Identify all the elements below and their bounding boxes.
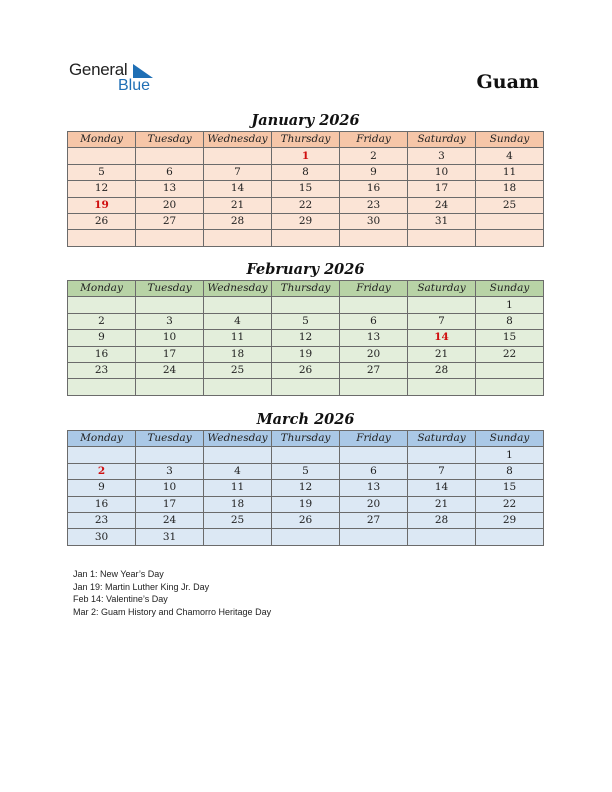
weekday-header: Tuesday	[136, 132, 204, 148]
day-cell: 20	[340, 346, 408, 362]
day-cell: 5	[272, 463, 340, 479]
month-title: February 2026	[246, 261, 365, 278]
day-cell: 31	[136, 529, 204, 545]
day-cell: 25	[204, 512, 272, 528]
day-cell: 21	[204, 197, 272, 213]
day-cell	[204, 529, 272, 545]
week-row	[68, 463, 544, 479]
day-cell: 11	[204, 480, 272, 496]
day-cell	[408, 529, 476, 545]
day-cell: 27	[340, 512, 408, 528]
day-cell: 26	[272, 362, 340, 378]
weekday-header: Saturday	[408, 132, 476, 148]
day-cell	[68, 148, 136, 164]
day-cell	[204, 379, 272, 395]
week-row	[68, 148, 544, 164]
holiday-notes	[73, 568, 271, 619]
day-cell: 26	[272, 512, 340, 528]
day-cell	[408, 230, 476, 246]
calendar-body	[68, 297, 544, 395]
week-row	[68, 297, 544, 313]
day-cell	[340, 297, 408, 313]
day-cell: 17	[136, 496, 204, 512]
weekday-header: Sunday	[476, 431, 544, 447]
day-cell	[408, 297, 476, 313]
day-cell: 22	[476, 496, 544, 512]
day-cell: 19	[272, 346, 340, 362]
weekday-header: Saturday	[408, 431, 476, 447]
weekday-header: Wednesday	[204, 431, 272, 447]
day-cell: 24	[408, 197, 476, 213]
day-cell: 14	[408, 480, 476, 496]
weekday-header: Monday	[68, 431, 136, 447]
day-cell	[340, 447, 408, 463]
day-cell: 25	[204, 362, 272, 378]
day-cell	[476, 379, 544, 395]
day-cell: 23	[340, 197, 408, 213]
day-cell: 21	[408, 346, 476, 362]
weekday-header-row	[68, 281, 544, 297]
day-cell: 27	[340, 362, 408, 378]
day-cell: 16	[68, 496, 136, 512]
day-cell: 23	[68, 362, 136, 378]
weekday-header: Tuesday	[136, 281, 204, 297]
day-cell: 6	[136, 164, 204, 180]
day-cell	[68, 230, 136, 246]
day-cell: 2	[68, 463, 136, 479]
day-cell	[340, 529, 408, 545]
day-cell: 29	[476, 512, 544, 528]
day-cell: 19	[272, 496, 340, 512]
week-row	[68, 362, 544, 378]
day-cell: 22	[476, 346, 544, 362]
day-cell	[68, 447, 136, 463]
day-cell: 7	[204, 164, 272, 180]
day-cell: 11	[204, 330, 272, 346]
day-cell: 24	[136, 362, 204, 378]
week-row	[68, 313, 544, 329]
week-row	[68, 496, 544, 512]
weekday-header: Tuesday	[136, 431, 204, 447]
week-row	[68, 330, 544, 346]
week-row	[68, 512, 544, 528]
day-cell: 17	[136, 346, 204, 362]
day-cell: 1	[272, 148, 340, 164]
month-title: March 2026	[256, 411, 355, 428]
week-row	[68, 447, 544, 463]
day-cell: 15	[476, 480, 544, 496]
day-cell	[340, 230, 408, 246]
brand-name-general: General	[69, 60, 128, 79]
day-cell	[340, 379, 408, 395]
weekday-header: Wednesday	[204, 132, 272, 148]
week-row	[68, 230, 544, 246]
day-cell	[272, 297, 340, 313]
day-cell	[136, 230, 204, 246]
week-row	[68, 379, 544, 395]
day-cell	[68, 379, 136, 395]
day-cell: 9	[68, 330, 136, 346]
day-cell	[408, 447, 476, 463]
day-cell: 1	[476, 447, 544, 463]
day-cell: 7	[408, 313, 476, 329]
holiday-note: Jan 1: New Year’s Day	[73, 569, 164, 579]
weekday-header: Friday	[340, 431, 408, 447]
day-cell	[136, 447, 204, 463]
day-cell: 11	[476, 164, 544, 180]
day-cell: 18	[476, 181, 544, 197]
day-cell: 16	[68, 346, 136, 362]
day-cell: 5	[68, 164, 136, 180]
day-cell	[272, 447, 340, 463]
month-february	[67, 260, 544, 396]
day-cell: 3	[136, 463, 204, 479]
day-cell: 16	[340, 181, 408, 197]
day-cell: 7	[408, 463, 476, 479]
day-cell: 27	[136, 213, 204, 229]
day-cell	[136, 297, 204, 313]
weekday-header: Thursday	[272, 431, 340, 447]
day-cell: 26	[68, 213, 136, 229]
day-cell: 3	[408, 148, 476, 164]
day-cell: 5	[272, 313, 340, 329]
day-cell: 3	[136, 313, 204, 329]
weekday-header: Thursday	[272, 132, 340, 148]
day-cell: 13	[136, 181, 204, 197]
holiday-note: Feb 14: Valentine’s Day	[73, 594, 168, 605]
day-cell: 30	[340, 213, 408, 229]
day-cell: 28	[408, 512, 476, 528]
day-cell	[272, 379, 340, 395]
weekday-header: Friday	[340, 281, 408, 297]
calendar-grid	[67, 430, 544, 546]
day-cell	[136, 148, 204, 164]
month-january	[67, 111, 544, 247]
day-cell: 9	[340, 164, 408, 180]
weekday-header: Thursday	[272, 281, 340, 297]
day-cell: 2	[340, 148, 408, 164]
day-cell: 8	[272, 164, 340, 180]
day-cell	[408, 379, 476, 395]
day-cell: 1	[476, 297, 544, 313]
day-cell	[476, 529, 544, 545]
day-cell: 22	[272, 197, 340, 213]
day-cell: 29	[272, 213, 340, 229]
day-cell: 6	[340, 313, 408, 329]
holiday-note: Mar 2: Guam History and Chamorro Heritage Day	[73, 607, 272, 618]
day-cell: 23	[68, 512, 136, 528]
day-cell	[204, 230, 272, 246]
week-row	[68, 197, 544, 213]
day-cell: 2	[68, 313, 136, 329]
day-cell: 18	[204, 346, 272, 362]
day-cell	[204, 148, 272, 164]
day-cell: 4	[476, 148, 544, 164]
calendar-body	[68, 447, 544, 545]
day-cell: 28	[204, 213, 272, 229]
day-cell	[476, 230, 544, 246]
weekday-header: Monday	[68, 132, 136, 148]
week-row	[68, 529, 544, 545]
day-cell: 6	[340, 463, 408, 479]
brand-triangle-icon	[133, 64, 153, 78]
day-cell: 13	[340, 480, 408, 496]
day-cell	[272, 230, 340, 246]
day-cell: 24	[136, 512, 204, 528]
day-cell: 10	[136, 330, 204, 346]
day-cell: 15	[476, 330, 544, 346]
day-cell: 12	[68, 181, 136, 197]
weekday-header-row	[68, 132, 544, 148]
day-cell: 14	[204, 181, 272, 197]
day-cell	[68, 297, 136, 313]
day-cell: 8	[476, 313, 544, 329]
day-cell: 10	[136, 480, 204, 496]
day-cell: 8	[476, 463, 544, 479]
day-cell	[136, 379, 204, 395]
day-cell: 20	[136, 197, 204, 213]
weekday-header: Saturday	[408, 281, 476, 297]
weekday-header: Sunday	[476, 132, 544, 148]
day-cell: 10	[408, 164, 476, 180]
day-cell: 13	[340, 330, 408, 346]
day-cell: 12	[272, 330, 340, 346]
day-cell	[476, 362, 544, 378]
weekday-header: Sunday	[476, 281, 544, 297]
brand-logo	[69, 60, 169, 96]
calendar-grid	[67, 280, 544, 396]
week-row	[68, 213, 544, 229]
day-cell: 4	[204, 313, 272, 329]
day-cell: 30	[68, 529, 136, 545]
weekday-header: Wednesday	[204, 281, 272, 297]
day-cell: 21	[408, 496, 476, 512]
day-cell: 4	[204, 463, 272, 479]
week-row	[68, 164, 544, 180]
day-cell	[476, 213, 544, 229]
weekday-header: Monday	[68, 281, 136, 297]
country-title: Guam	[476, 71, 539, 93]
day-cell: 31	[408, 213, 476, 229]
day-cell: 28	[408, 362, 476, 378]
day-cell: 14	[408, 330, 476, 346]
month-march	[67, 410, 544, 546]
week-row	[68, 181, 544, 197]
day-cell: 12	[272, 480, 340, 496]
day-cell: 15	[272, 181, 340, 197]
week-row	[68, 346, 544, 362]
day-cell: 19	[68, 197, 136, 213]
day-cell	[272, 529, 340, 545]
day-cell: 20	[340, 496, 408, 512]
weekday-header-row	[68, 431, 544, 447]
week-row	[68, 480, 544, 496]
calendar-grid	[67, 131, 544, 247]
holiday-note: Jan 19: Martin Luther King Jr. Day	[73, 581, 210, 592]
day-cell: 9	[68, 480, 136, 496]
brand-name-blue: Blue	[118, 77, 151, 94]
day-cell	[204, 297, 272, 313]
day-cell	[204, 447, 272, 463]
day-cell: 17	[408, 181, 476, 197]
month-title: January 2026	[251, 112, 360, 129]
day-cell: 18	[204, 496, 272, 512]
day-cell: 25	[476, 197, 544, 213]
calendar-body	[68, 148, 544, 246]
weekday-header: Friday	[340, 132, 408, 148]
